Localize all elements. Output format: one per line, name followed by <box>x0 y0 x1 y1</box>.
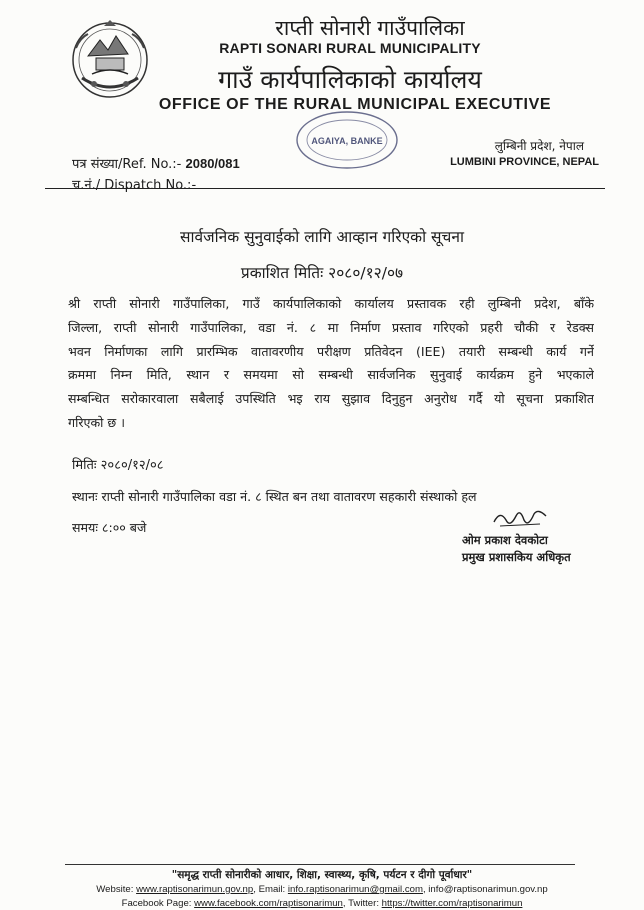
email-label: , Email: <box>253 884 286 895</box>
facebook-link[interactable]: www.facebook.com/raptisonarimun <box>194 898 343 909</box>
event-date: मितिः २०८०/१२/०८ <box>72 458 164 473</box>
province-english: LUMBINI PROVINCE, NEPAL <box>450 156 599 168</box>
notice-body-line: जिल्ला, राप्ती सोनारी गाउँपालिका, वडा नं. ८ मा निर्माण प्रस्ताव गरिएको प्रहरी चौकी र रेडक्स <box>68 319 594 335</box>
twitter-label: , Twitter: <box>342 898 379 909</box>
reference-number <box>72 154 240 172</box>
dispatch-number <box>72 175 196 193</box>
footer-divider <box>65 864 575 865</box>
signature-icon <box>490 504 550 534</box>
notice-body-line: गरिएको छ । <box>68 414 126 430</box>
published-date: प्रकाशित मितिः २०८०/१२/०७ <box>240 264 404 282</box>
reference-value: 2080/081 <box>185 156 240 171</box>
office-name-nepali: गाउँ कार्यपालिकाको कार्यालय <box>218 65 482 94</box>
notice-title: सार्वजनिक सुनुवाईको लागि आव्हान गरिएको सूचना <box>180 228 464 246</box>
notice-body-line: भवन निर्माणका लागि प्रारम्भिक वातावरणीय परीक्षण प्रतिवेदन (IEE) तयारी सम्बन्धी कार्य गर्ने <box>68 343 594 359</box>
province-nepali: लुम्बिनी प्रदेश, नेपाल <box>494 139 584 153</box>
notice-body <box>68 292 594 435</box>
website-label: Website: <box>96 884 134 895</box>
notice-body-line: सम्बन्धित सरोकारवाला सबैलाई उपस्थिति भइ राय सुझाव दिनुहुन अनुरोध गर्दै यो सूचना प्रकाशित <box>68 391 594 407</box>
signer-name: ओम प्रकाश देवकोटा <box>462 533 548 547</box>
notice-body-line: श्री राप्ती सोनारी गाउँपालिका, गाउँ कार्यपालिकाको कार्यालय प्रस्तावक रही लुम्बिनी प्रदेश, बाँके <box>68 296 594 311</box>
dispatch-label: च.नं./ Dispatch No.:- <box>72 178 197 193</box>
email-secondary: , info@raptisonarimun.gov.np <box>422 884 548 895</box>
footer-contact-line <box>0 884 644 895</box>
footer-slogan: "समृद्ध राप्ती सोनारीको आधार, शिक्षा, स्वास्थ्य, कृषि, पर्यटन र दीगो पूर्वाधार" <box>171 869 473 881</box>
email-link[interactable]: info.raptisonarimun@gmail.com <box>287 884 423 895</box>
notice-body-line: क्रममा निम्न मिति, स्थान र समयमा सो सम्बन्धी सार्वजनिक सुनुवाई कार्यक्रम हुने भएकाले <box>68 367 594 383</box>
facebook-label: Facebook Page: <box>121 898 192 909</box>
office-name-english: OFFICE OF THE RURAL MUNICIPAL EXECUTIVE <box>158 96 552 113</box>
signer-title: प्रमुख प्रशासकिय अधिकृत <box>462 550 571 564</box>
footer-social-line <box>0 898 644 909</box>
municipality-name-nepali: राप्ती सोनारी गाउँपालिका <box>275 16 465 40</box>
website-link[interactable]: www.raptisonarimun.gov.np <box>136 884 254 895</box>
twitter-link[interactable]: https://twitter.com/raptisonarimun <box>381 898 523 909</box>
stamp-text: AGAIYA, BANKE <box>311 136 383 146</box>
header-divider <box>45 188 605 189</box>
reference-label: पत्र संख्या/Ref. No.:- <box>72 157 182 172</box>
office-seal-stamp-icon <box>292 108 402 172</box>
municipality-name-english: RAPTI SONARI RURAL MUNICIPALITY <box>219 40 481 56</box>
event-place: स्थानः राप्ती सोनारी गाउँपालिका वडा नं. ८ स्थित बन तथा वातावरण सहकारी संस्थाको हल <box>72 489 477 504</box>
event-time: समयः ८:०० बजे <box>72 520 147 535</box>
nepal-government-emblem-icon <box>70 18 150 100</box>
